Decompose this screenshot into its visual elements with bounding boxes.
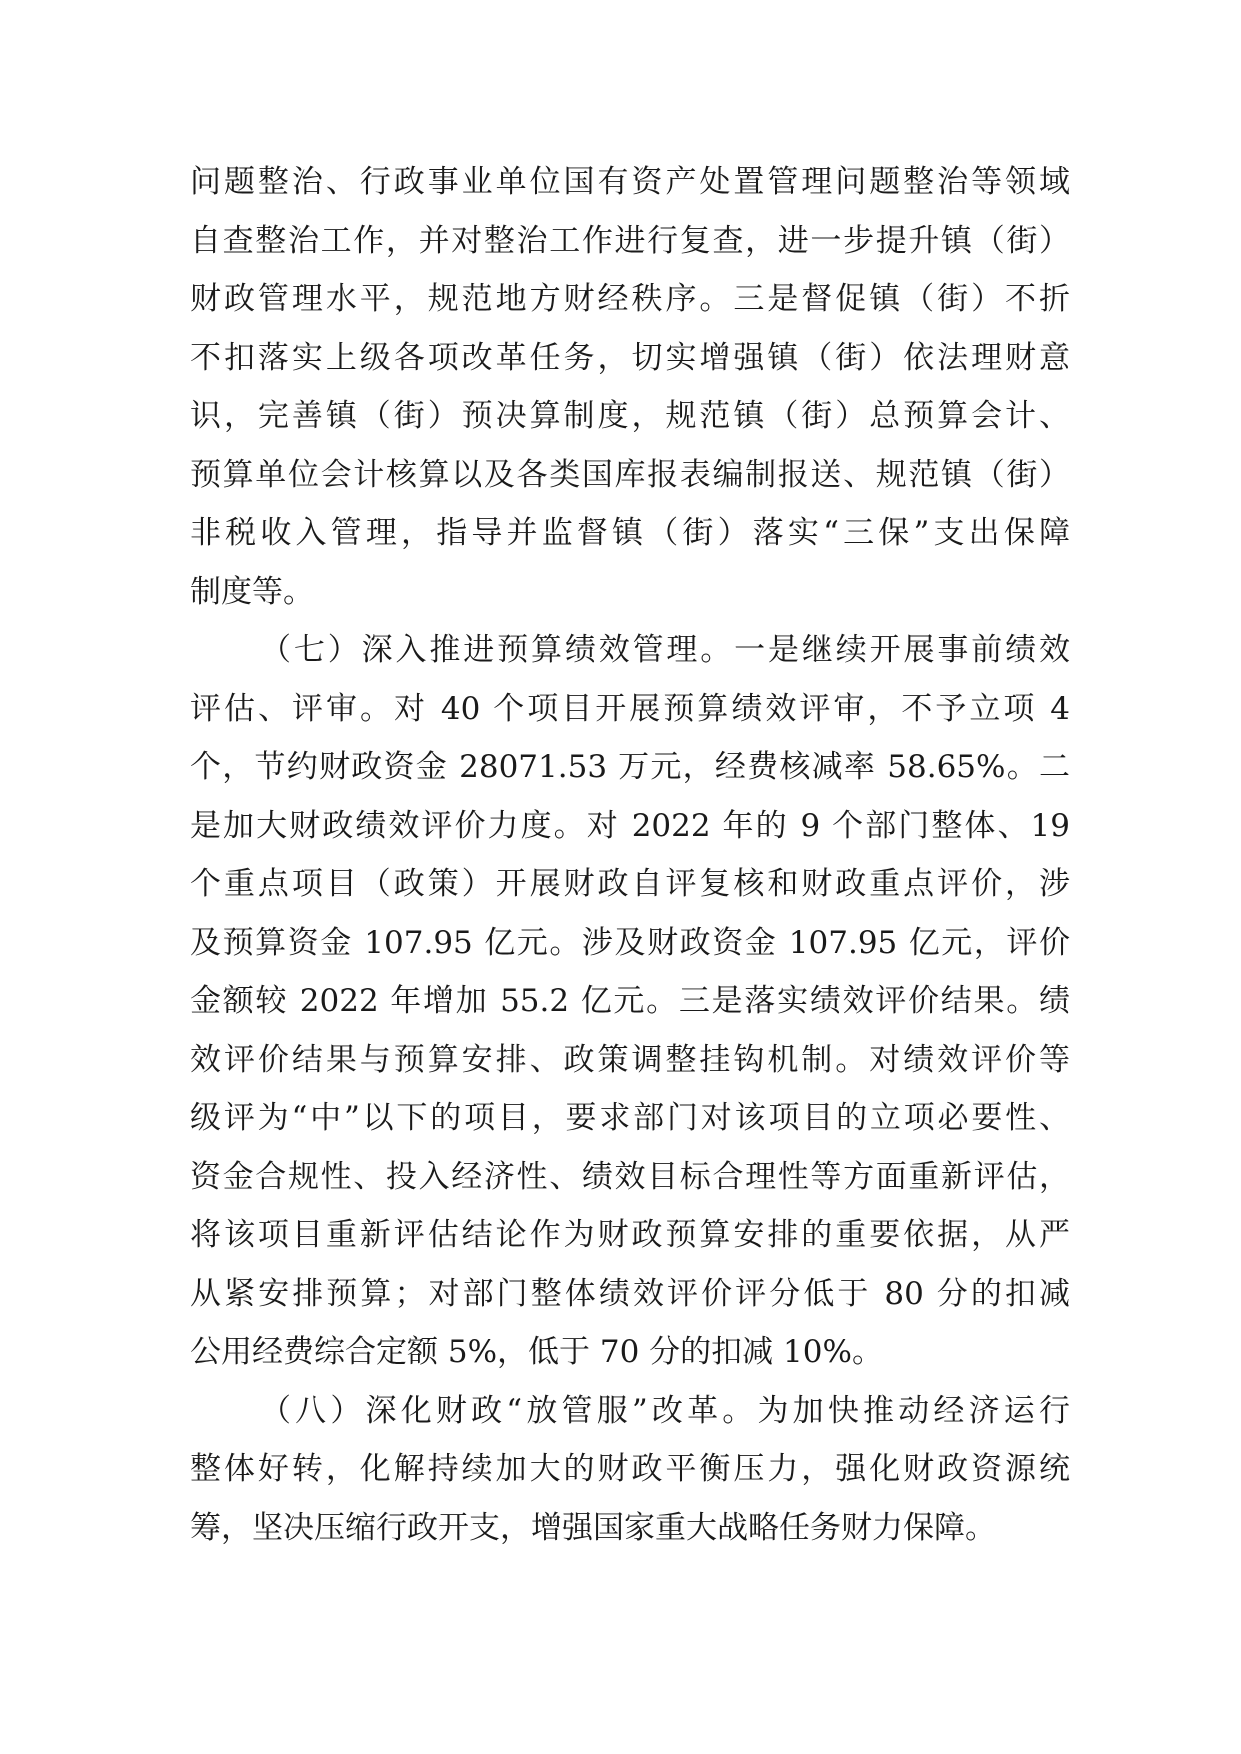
text-line: 整体好转，化解持续加大的财政平衡压力，强化财政资源统 [190,1451,1070,1487]
text-line: 金额较 2022 年增加 55.2 亿元。三是落实绩效评价结果。绩 [190,983,1070,1019]
text-line: 自查整治工作，并对整治工作进行复查，进一步提升镇（街） [190,222,1070,259]
text-line: 公用经费综合定额 5%，低于 70 分的扣减 10%。 [190,1334,883,1370]
text-line: 及预算资金 107.95 亿元。涉及财政资金 107.95 亿元，评价 [190,924,1070,961]
text-line: 制度等。 [190,573,314,610]
text-line: 问题整治、行政事业单位国有资产处置管理问题整治等领域 [190,164,1070,200]
section-heading-line: （七）深入推进预算绩效管理。一是继续开展事前绩效 [260,632,1070,668]
text-line: 财政管理水平，规范地方财经秩序。三是督促镇（街）不折 [190,281,1070,317]
text-line: 不扣落实上级各项改革任务，切实增强镇（街）依法理财意 [190,339,1070,376]
text-line: 级评为“中”以下的项目，要求部门对该项目的立项必要性、 [190,1100,1070,1136]
body-text [190,153,1070,1557]
text-line: 评估、评审。对 40 个项目开展预算绩效评审，不予立项 4 [190,690,1070,727]
text-line: 资金合规性、投入经济性、绩效目标合理性等方面重新评估， [190,1158,1070,1195]
text-line: 是加大财政绩效评价力度。对 2022 年的 9 个部门整体、19 [190,807,1070,844]
text-line: 从紧安排预算；对部门整体绩效评价评分低于 80 分的扣减 [190,1275,1070,1312]
text-line: 个，节约财政资金 28071.53 万元，经费核减率 58.65%。二 [190,749,1070,785]
text-line: 筹，坚决压缩行政开支，增强国家重大战略任务财力保障。 [190,1509,996,1546]
text-line: 非税收入管理，指导并监督镇（街）落实“三保”支出保障 [190,515,1070,551]
text-line: 效评价结果与预算安排、政策调整挂钩机制。对绩效评价等 [190,1041,1070,1078]
text-line: 识，完善镇（街）预决算制度，规范镇（街）总预算会计、 [190,398,1070,434]
section-heading-line: （八）深化财政“放管服”改革。为加快推动经济运行 [260,1392,1070,1429]
text-line: 预算单位会计核算以及各类国库报表编制报送、规范镇（街） [190,456,1070,493]
text-line: 个重点项目（政策）开展财政自评复核和财政重点评价，涉 [190,866,1070,902]
text-line: 将该项目重新评估结论作为财政预算安排的重要依据，从严 [190,1217,1070,1253]
